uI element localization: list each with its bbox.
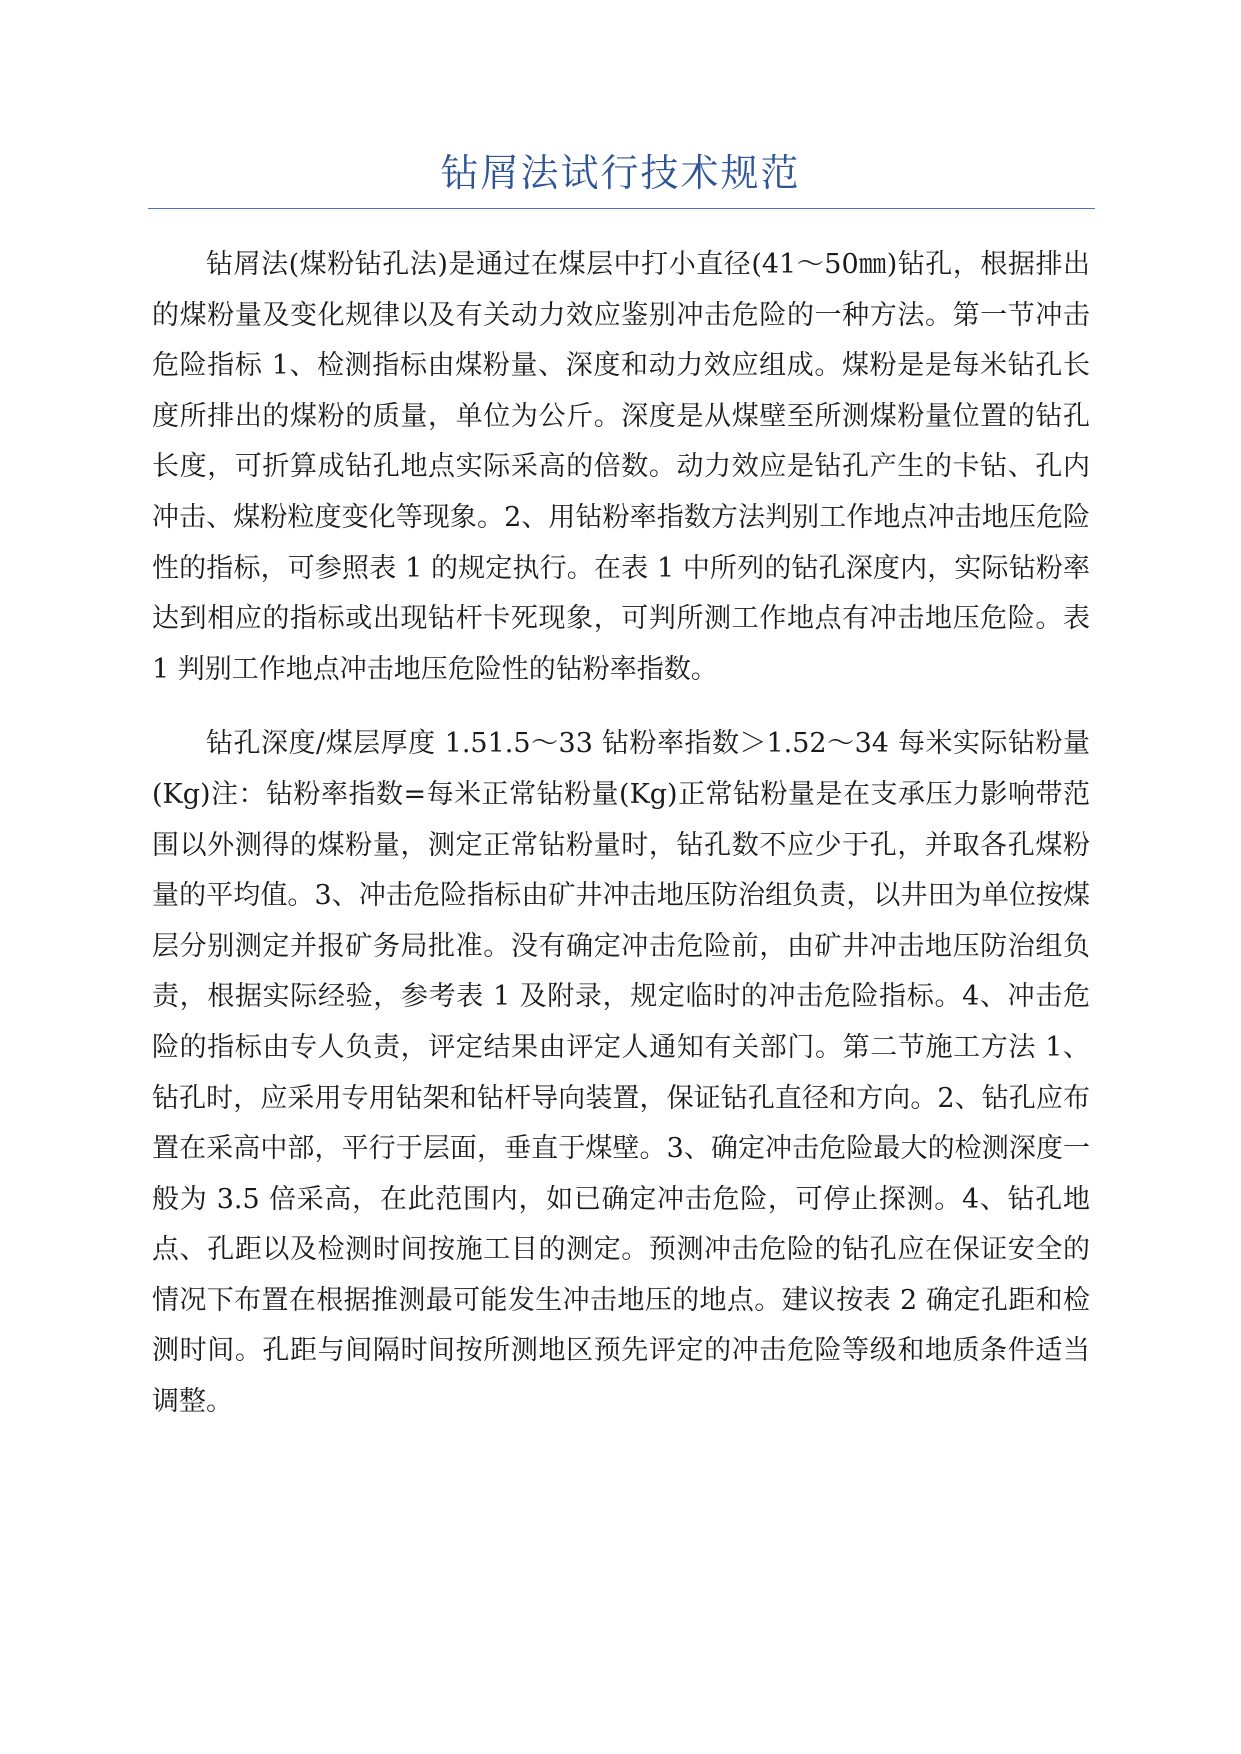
paragraph-2: 钻孔深度/煤层厚度 1.51.5～33 钻粉率指数＞1.52～34 每米实际钻粉量(Kg)注：钻粉率指数=每米正常钻粉量(Kg)正常钻粉量是在支承压力影响带范围以外测得的煤粉量，测定正常钻粉量时，钻孔数不应少于孔，并取各孔煤粉量的平均值。3、冲击危险指标由矿井冲击地压防治组负责，以井田为单位按煤层分别测定并报矿务局批准。没有确定冲击危险前，由矿井冲击地压防治组负责，根据实际经验，参考表 1 及附录，规定临时的冲击危险指标。4、冲击危险的指标由专人负责，评定结果由评定人通知有关部门。第二节施工方法 1、钻孔时，应采用专用钻架和钻杆导向装置，保证钻孔直径和方向。2、钻孔应布置在采高中部，平行于层面，垂直于煤壁。3、确定冲击危险最大的检测深度一般为 3.5 倍采高，在此范围内，如已确定冲击危险，可停止探测。4、钻孔地点、孔距以及检测时间按施工目的测定。预测冲击危险的钻孔应在保证安全的情况下布置在根据推测最可能发生冲击地压的地点。建议按表 2 确定孔距和检测时间。孔距与间隔时间按所测地区预先评定的冲击危险等级和地质条件适当调整。 (152, 728, 1090, 1418)
document-body (152, 240, 1090, 1428)
title-underline (148, 208, 1095, 209)
document-title: 钻屑法试行技术规范 (440, 151, 801, 195)
paragraph-1: 钻屑法(煤粉钻孔法)是通过在煤层中打小直径(41～50㎜)钻孔，根据排出的煤粉量及变化规律以及有关动力效应鉴别冲击危险的一种方法。第一节冲击危险指标 1、检测指标由煤粉量、深度和动力效应组成。煤粉是是每米钻孔长度所排出的煤粉的质量，单位为公斤。深度是从煤壁至所测煤粉量位置的钻孔长度，可折算成钻孔地点实际采高的倍数。动力效应是钻孔产生的卡钻、孔内冲击、煤粉粒度变化等现象。2、用钻粉率指数方法判别工作地点冲击地压危险性的指标，可参照表 1 的规定执行。在表 1 中所列的钻孔深度内，实际钻粉率达到相应的指标或出现钻杆卡死现象，可判所测工作地点有冲击地压危险。表 1 判别工作地点冲击地压危险性的钻粉率指数。 (152, 249, 1090, 685)
